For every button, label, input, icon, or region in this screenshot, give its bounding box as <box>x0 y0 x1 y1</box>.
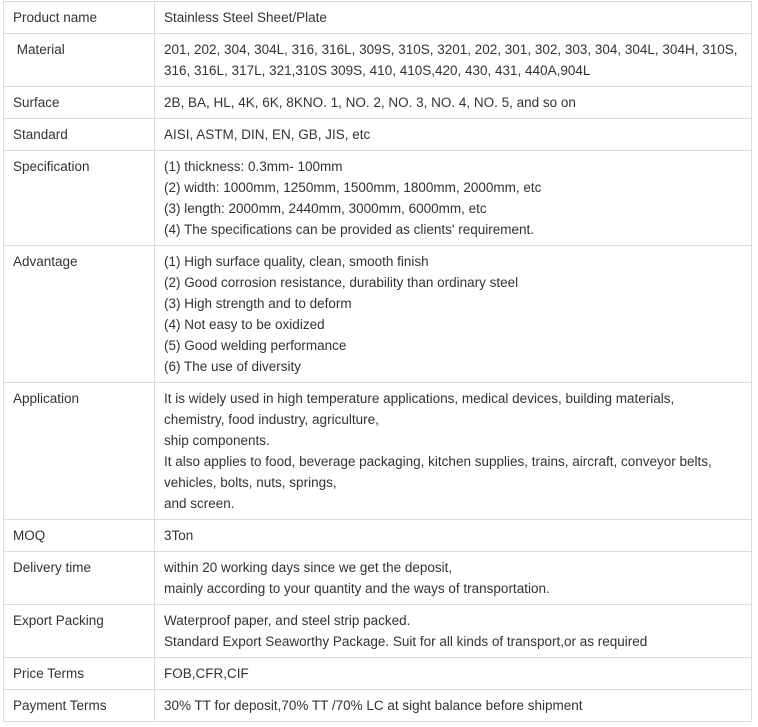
spec-value <box>155 119 752 151</box>
spec-value-line: (2) Good corrosion resistance, durability than ordinary steel <box>164 275 519 290</box>
spec-value-line: 3Ton <box>164 528 194 543</box>
spec-value-line: 201, 202, 304, 304L, 316, 316L, 309S, 310S, 3201, 202, 301, 302, 303, 304, 304L, 304H, 310S, <box>164 42 738 57</box>
spec-value-line: chemistry, food industry, agriculture, <box>164 412 379 427</box>
spec-row <box>4 690 752 722</box>
spec-label: MOQ <box>4 520 155 552</box>
spec-value <box>155 151 752 246</box>
spec-value-line: 30% TT for deposit,70% TT /70% LC at sight balance before shipment <box>164 698 583 713</box>
spec-value-line: AISI, ASTM, DIN, EN, GB, JIS, etc <box>164 127 371 142</box>
spec-value <box>155 605 752 658</box>
spec-value-line: Stainless Steel Sheet/Plate <box>164 10 327 25</box>
spec-value <box>155 383 752 520</box>
spec-label: Application <box>4 383 155 520</box>
spec-label: Advantage <box>4 246 155 383</box>
spec-value <box>155 520 752 552</box>
spec-value <box>155 87 752 119</box>
spec-value-line: (5) Good welding performance <box>164 338 347 353</box>
spec-value <box>155 552 752 605</box>
spec-row <box>4 552 752 605</box>
spec-value-line: (3) High strength and to deform <box>164 296 352 311</box>
spec-value-line: 2B, BA, HL, 4K, 6K, 8KNO. 1, NO. 2, NO. 3, NO. 4, NO. 5, and so on <box>164 95 576 110</box>
spec-value-line: within 20 working days since we get the deposit, <box>164 560 453 575</box>
spec-label: Material <box>4 34 155 87</box>
spec-label: Price Terms <box>4 658 155 690</box>
spec-value-line: (6) The use of diversity <box>164 359 302 374</box>
product-spec-table <box>3 1 752 722</box>
spec-row <box>4 87 752 119</box>
spec-label: Delivery time <box>4 552 155 605</box>
spec-value-line: 316, 316L, 317L, 321,310S 309S, 410, 410S,420, 430, 431, 440A,904L <box>164 63 591 78</box>
spec-row <box>4 34 752 87</box>
spec-label: Specification <box>4 151 155 246</box>
spec-row <box>4 383 752 520</box>
spec-value-line: ship components. <box>164 433 270 448</box>
spec-row <box>4 658 752 690</box>
spec-value-line: Standard Export Seaworthy Package. Suit for all kinds of transport,or as required <box>164 634 648 649</box>
spec-value-line: (1) High surface quality, clean, smooth finish <box>164 254 429 269</box>
spec-value-line: It is widely used in high temperature applications, medical devices, building materials, <box>164 391 675 406</box>
spec-row <box>4 151 752 246</box>
spec-value <box>155 2 752 34</box>
spec-row <box>4 119 752 151</box>
spec-label: Standard <box>4 119 155 151</box>
spec-value-line: (3) length: 2000mm, 2440mm, 3000mm, 6000mm, etc <box>164 201 487 216</box>
spec-value-line: mainly according to your quantity and the ways of transportation. <box>164 581 550 596</box>
spec-value-line: (2) width: 1000mm, 1250mm, 1500mm, 1800mm, 2000mm, etc <box>164 180 542 195</box>
spec-row <box>4 605 752 658</box>
spec-value-line: and screen. <box>164 496 235 511</box>
spec-value-line: (4) Not easy to be oxidized <box>164 317 325 332</box>
spec-row <box>4 520 752 552</box>
spec-value-line: It also applies to food, beverage packaging, kitchen supplies, trains, aircraft, conveyor belts, <box>164 454 712 469</box>
spec-value <box>155 690 752 722</box>
spec-value <box>155 34 752 87</box>
spec-table-body <box>4 2 752 722</box>
spec-value-line: (4) The specifications can be provided as clients' requirement. <box>164 222 535 237</box>
spec-value <box>155 658 752 690</box>
spec-value <box>155 246 752 383</box>
spec-row <box>4 246 752 383</box>
spec-label: Export Packing <box>4 605 155 658</box>
spec-row <box>4 2 752 34</box>
spec-value-line: (1) thickness: 0.3mm- 100mm <box>164 159 343 174</box>
spec-label: Payment Terms <box>4 690 155 722</box>
spec-value-line: vehicles, bolts, nuts, springs, <box>164 475 337 490</box>
spec-label: Product name <box>4 2 155 34</box>
spec-value-line: FOB,CFR,CIF <box>164 666 249 681</box>
spec-label: Surface <box>4 87 155 119</box>
spec-value-line: Waterproof paper, and steel strip packed. <box>164 613 411 628</box>
